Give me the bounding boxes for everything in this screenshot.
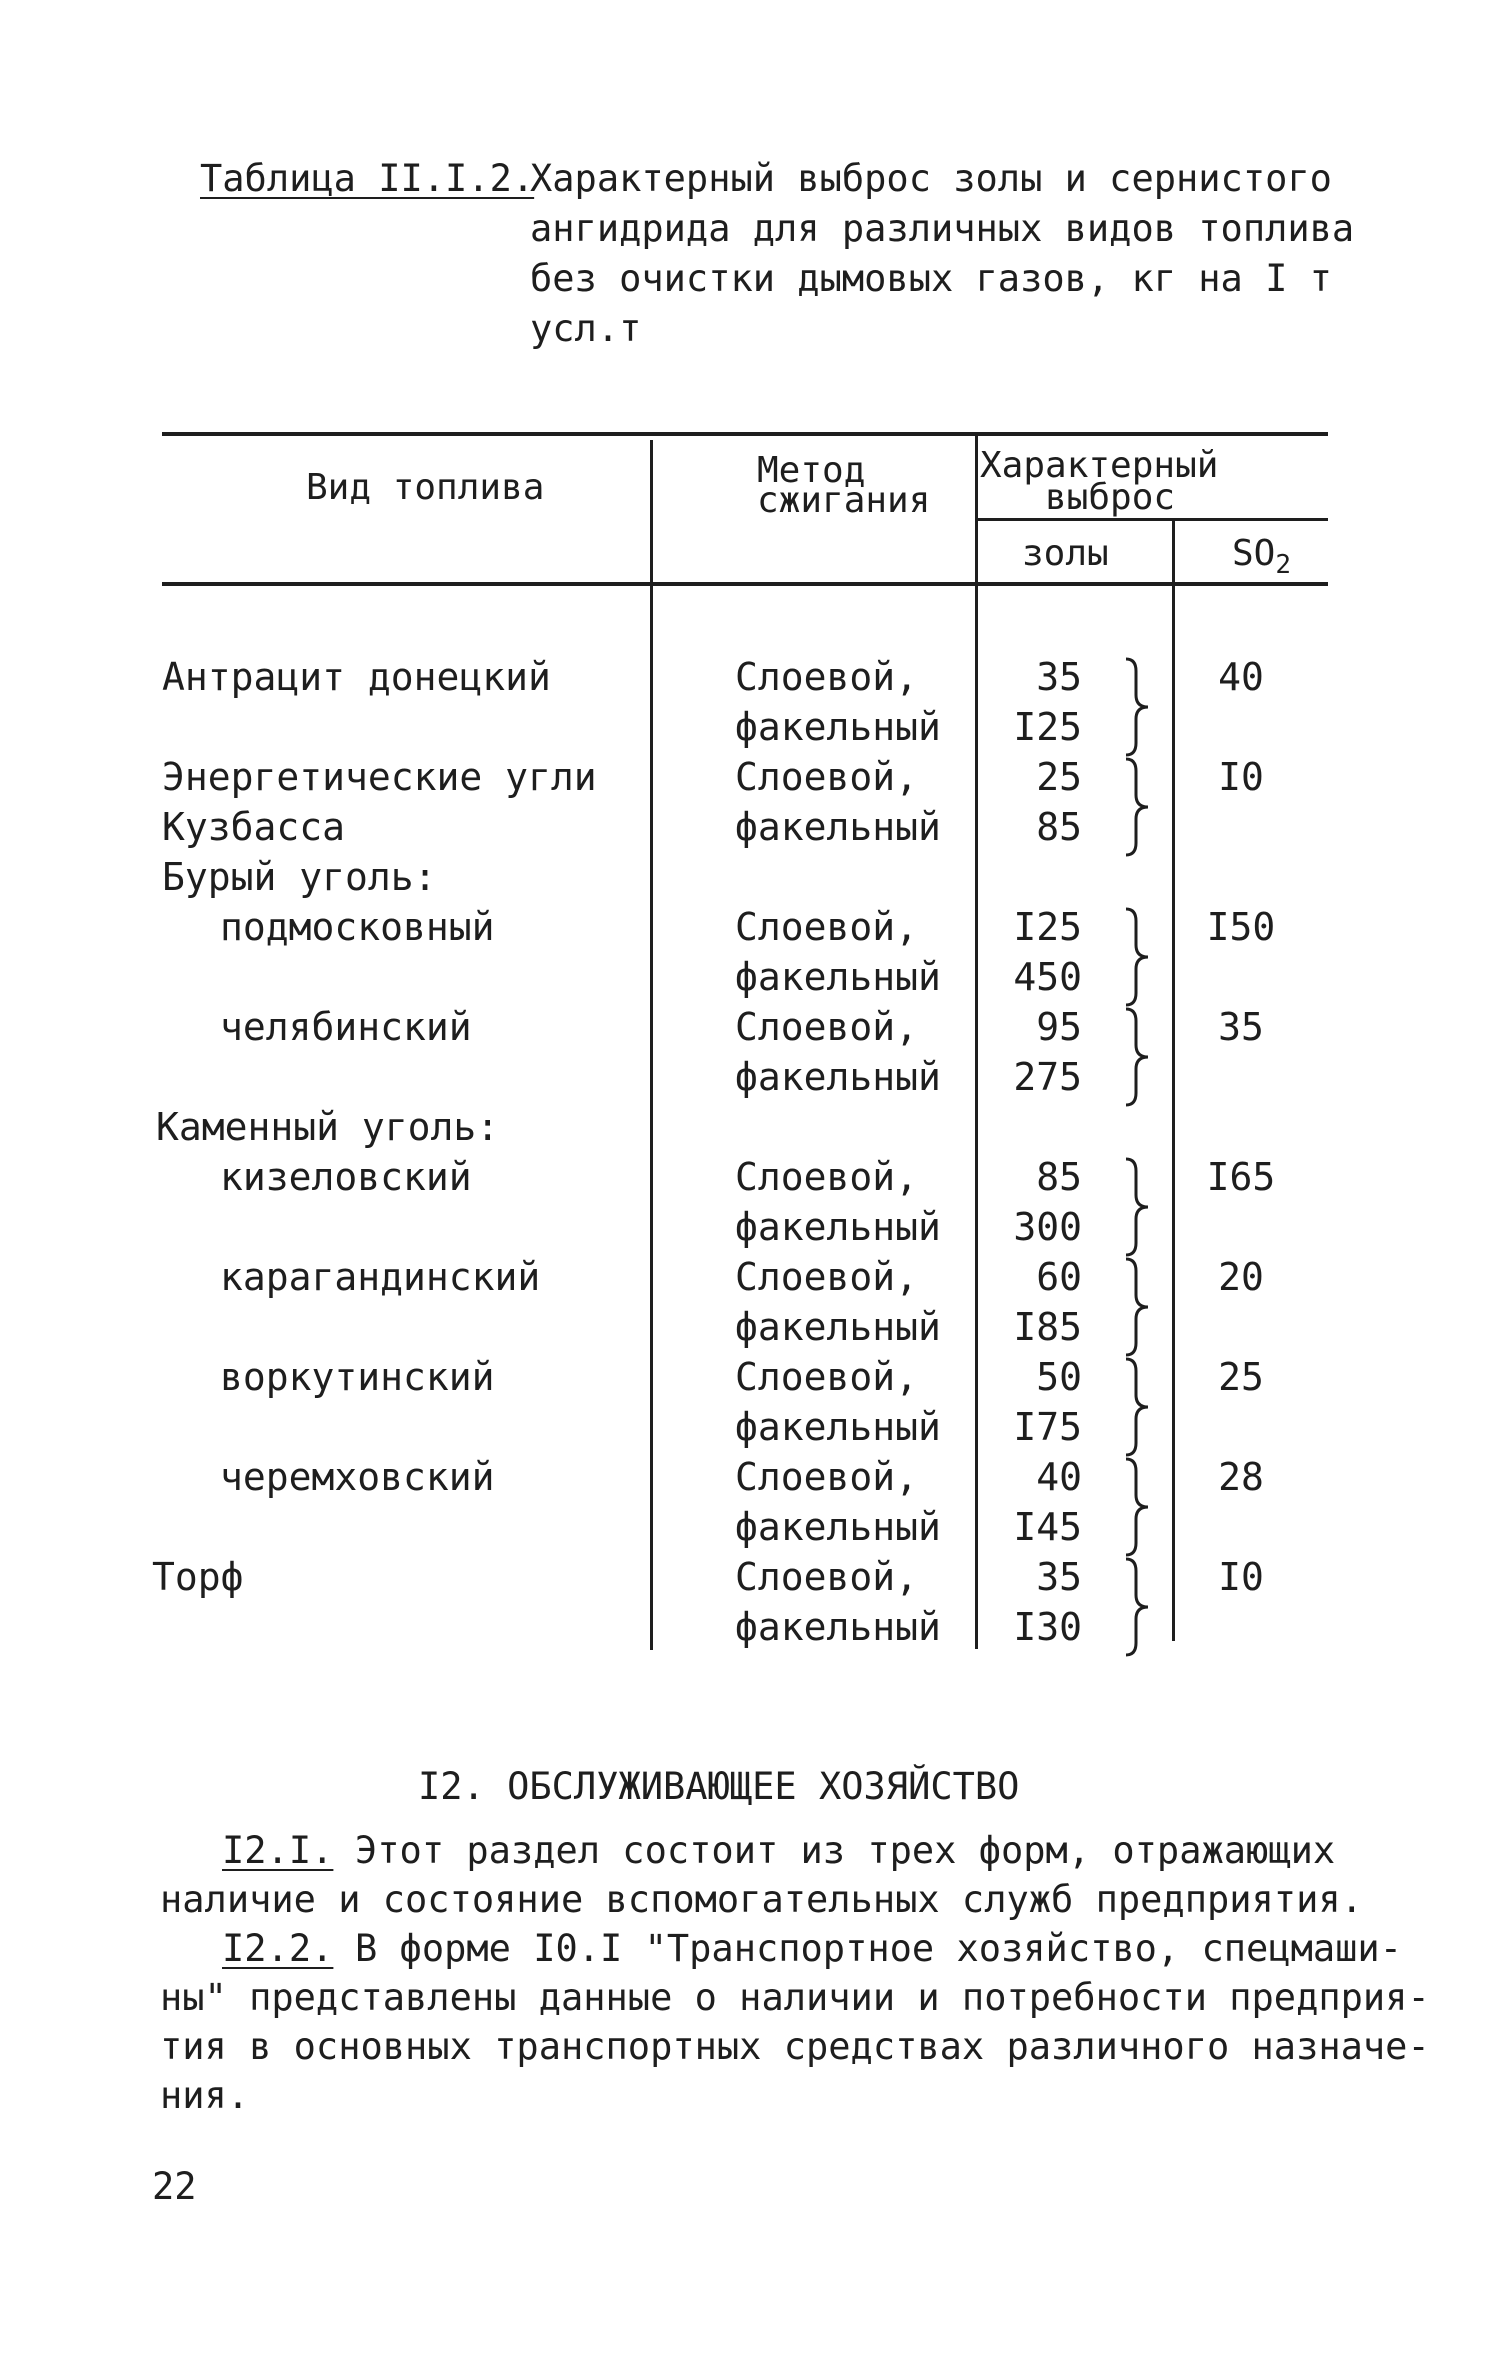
fuel-name: Торф bbox=[152, 1555, 244, 1599]
table-header-rule bbox=[162, 582, 1328, 586]
brace-icon bbox=[1122, 757, 1152, 857]
table-caption-line-1: Характерный выброс золы и сернистого bbox=[530, 157, 1332, 200]
brace-icon bbox=[1122, 1157, 1152, 1257]
brace-icon bbox=[1122, 1257, 1152, 1357]
paragraph-1-number: I2.I. bbox=[222, 1829, 334, 1872]
so2-value: I0 bbox=[1218, 1555, 1264, 1599]
method-line-1: Слоевой, bbox=[735, 655, 919, 699]
so2-value: I65 bbox=[1206, 1155, 1276, 1199]
header-fuel-type: Вид топлива bbox=[306, 467, 545, 508]
method-line-1: Слоевой, bbox=[735, 755, 919, 799]
ash-value-flare: I25 bbox=[1013, 705, 1082, 749]
ash-value-layered: 35 bbox=[1036, 1555, 1082, 1599]
brace-icon bbox=[1122, 657, 1152, 757]
table-caption-label: Таблица II.I.2. bbox=[200, 157, 535, 200]
ash-value-flare: I30 bbox=[1013, 1605, 1082, 1649]
table-caption-line-4: усл.т bbox=[530, 307, 642, 350]
ash-value-flare: 275 bbox=[1013, 1055, 1082, 1099]
table-top-rule bbox=[162, 432, 1328, 436]
ash-value-layered: 50 bbox=[1036, 1355, 1082, 1399]
fuel-name: воркутинский bbox=[220, 1355, 495, 1399]
header-ash: золы bbox=[1022, 533, 1109, 574]
method-line-2: факельный bbox=[735, 705, 941, 749]
table-divider-emission bbox=[1172, 521, 1175, 1641]
brace-icon bbox=[1122, 1557, 1152, 1657]
so2-value: I50 bbox=[1206, 905, 1276, 949]
method-line-2: факельный bbox=[735, 1605, 941, 1649]
method-line-1: Слоевой, bbox=[735, 1005, 919, 1049]
method-line-1: Слоевой, bbox=[735, 1155, 919, 1199]
paragraph-2-line-3: тия в основных транспортных средствах различного назначе- bbox=[160, 2025, 1430, 2068]
table-divider-fuel bbox=[650, 440, 653, 1650]
paragraph-2-number: I2.2. bbox=[222, 1927, 334, 1970]
ash-value-flare: I45 bbox=[1013, 1505, 1082, 1549]
brace-icon bbox=[1122, 1357, 1152, 1457]
brace-icon bbox=[1122, 1457, 1152, 1557]
fuel-name: кизеловский bbox=[220, 1155, 472, 1199]
so2-value: 20 bbox=[1218, 1255, 1264, 1299]
method-line-2: факельный bbox=[735, 805, 941, 849]
header-emission-line-2: выброс bbox=[1045, 477, 1176, 518]
method-line-2: факельный bbox=[735, 1205, 941, 1249]
ash-value-layered: 95 bbox=[1036, 1005, 1082, 1049]
method-line-1: Слоевой, bbox=[735, 1255, 919, 1299]
method-line-1: Слоевой, bbox=[735, 1455, 919, 1499]
so2-value: 28 bbox=[1218, 1455, 1264, 1499]
ash-value-layered: 40 bbox=[1036, 1455, 1082, 1499]
paragraph-1-line-2: наличие и состояние вспомогательных служб предприятия. bbox=[160, 1878, 1363, 1921]
ash-value-layered: 60 bbox=[1036, 1255, 1082, 1299]
header-emission-line-1: Характерный bbox=[980, 445, 1219, 486]
section-title: I2. ОБСЛУЖИВАЮЩЕЕ ХОЗЯЙСТВО bbox=[418, 1765, 1020, 1808]
paragraph-2-line-2: ны" представлены данные о наличии и потребности предприя- bbox=[160, 1976, 1430, 2019]
header-method-line-1: Метод bbox=[757, 450, 866, 491]
method-line-1: Слоевой, bbox=[735, 905, 919, 949]
paragraph-2-line-4: ния. bbox=[160, 2074, 250, 2117]
method-line-2: факельный bbox=[735, 1305, 941, 1349]
fuel-name: подмосковный bbox=[220, 905, 495, 949]
header-so2-sub: 2 bbox=[1275, 550, 1292, 580]
table-caption-line-3: без очистки дымовых газов, кг на I т bbox=[530, 257, 1332, 300]
fuel-name: Антрацит донецкий bbox=[162, 655, 551, 699]
so2-value: 25 bbox=[1218, 1355, 1264, 1399]
table-subheader-rule bbox=[978, 518, 1328, 521]
method-line-2: факельный bbox=[735, 1055, 941, 1099]
header-so2-main: SO bbox=[1232, 533, 1276, 574]
ash-value-layered: 25 bbox=[1036, 755, 1082, 799]
fuel-name-cont: Кузбасса bbox=[162, 805, 346, 849]
so2-value: 40 bbox=[1218, 655, 1264, 699]
method-line-2: факельный bbox=[735, 955, 941, 999]
group-label-brown-coal: Бурый уголь: bbox=[162, 855, 437, 899]
fuel-name: Энергетические угли bbox=[162, 755, 597, 799]
page-number: 22 bbox=[152, 2165, 197, 2208]
method-line-2: факельный bbox=[735, 1405, 941, 1449]
brace-icon bbox=[1122, 907, 1152, 1007]
method-line-1: Слоевой, bbox=[735, 1555, 919, 1599]
method-line-1: Слоевой, bbox=[735, 1355, 919, 1399]
method-line-2: факельный bbox=[735, 1505, 941, 1549]
so2-value: I0 bbox=[1218, 755, 1264, 799]
so2-value: 35 bbox=[1218, 1005, 1264, 1049]
ash-value-flare: 450 bbox=[1013, 955, 1082, 999]
header-so2 bbox=[1232, 533, 1292, 581]
group-label-hard-coal: Каменный уголь: bbox=[156, 1105, 500, 1149]
brace-icon bbox=[1122, 1007, 1152, 1107]
ash-value-layered: 85 bbox=[1036, 1155, 1082, 1199]
table-divider-method bbox=[975, 434, 978, 1649]
ash-value-layered: I25 bbox=[1013, 905, 1082, 949]
fuel-name: карагандинский bbox=[220, 1255, 541, 1299]
header-method-line-2: сжигания bbox=[757, 480, 931, 521]
paragraph-1-line-1: Этот раздел состоит из трех форм, отражающих bbox=[355, 1829, 1336, 1872]
ash-value-flare: 85 bbox=[1036, 805, 1082, 849]
fuel-name: челябинский bbox=[220, 1005, 472, 1049]
table-caption-line-2: ангидрида для различных видов топлива bbox=[530, 207, 1355, 250]
ash-value-flare: I85 bbox=[1013, 1305, 1082, 1349]
fuel-name: черемховский bbox=[220, 1455, 495, 1499]
ash-value-flare: I75 bbox=[1013, 1405, 1082, 1449]
ash-value-flare: 300 bbox=[1013, 1205, 1082, 1249]
paragraph-2-line-1: В форме I0.I "Транспортное хозяйство, спецмаши- bbox=[355, 1927, 1402, 1970]
ash-value-layered: 35 bbox=[1036, 655, 1082, 699]
